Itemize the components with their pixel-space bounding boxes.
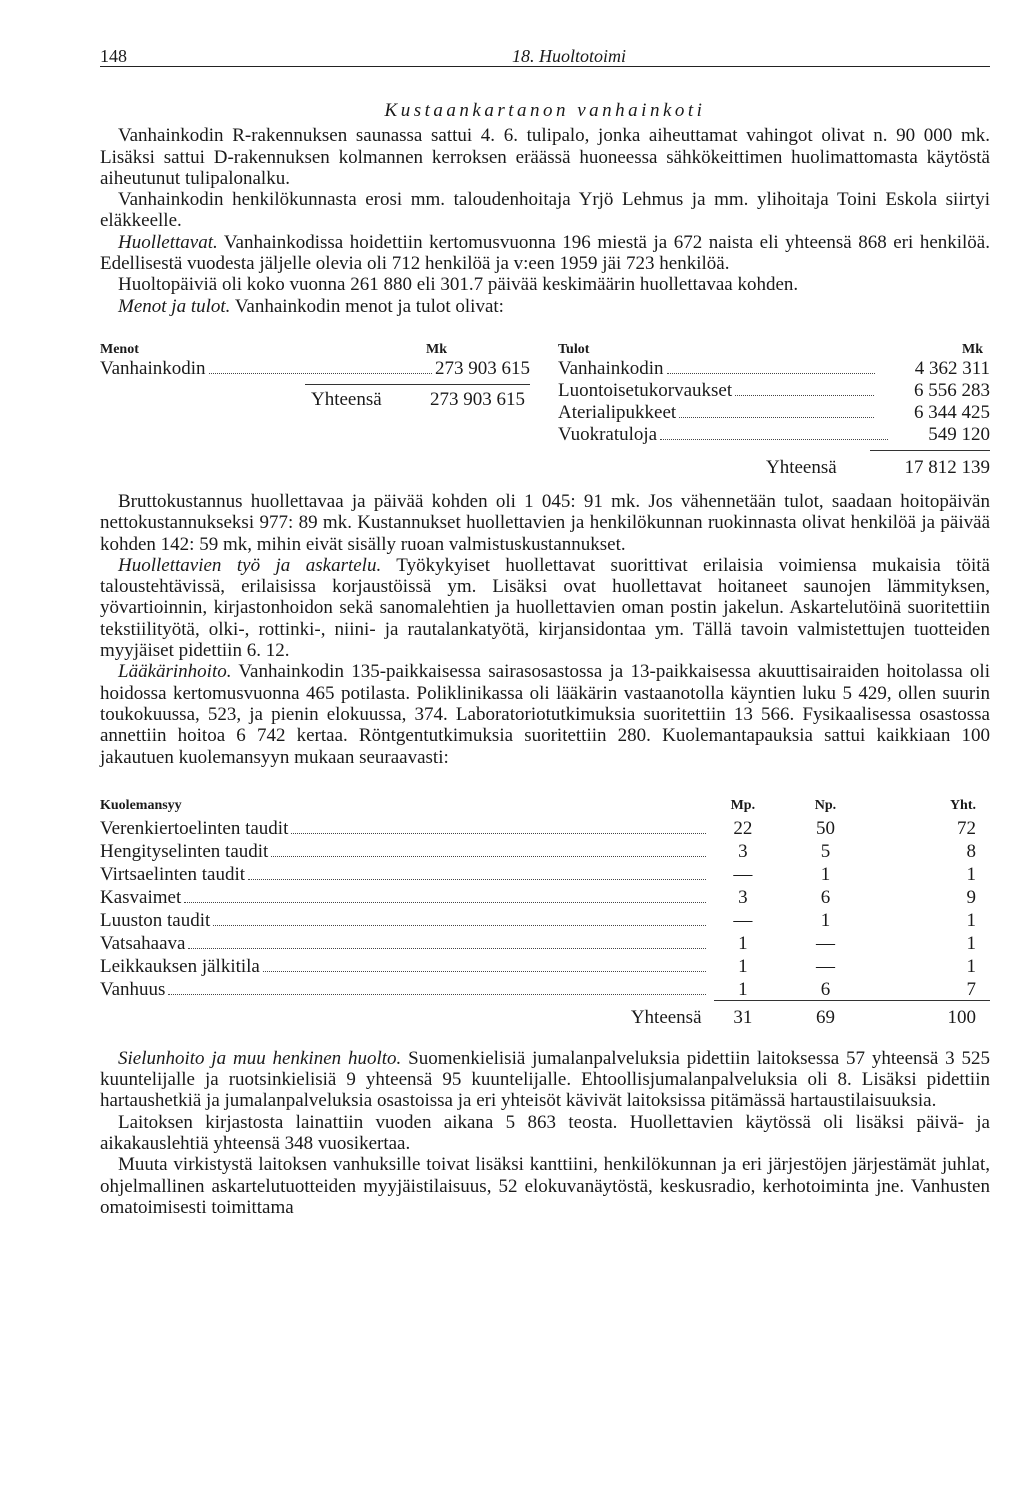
cell-yht: 1: [966, 955, 976, 977]
paragraph-residents-text: Vanhainkodissa hoidettiin kertomusvuonna 196 miestä ja 672 naista eli yhteensä 868 eri henkilöä. Edellisestä vuodesta jäljelle olevia oli 712 henkilöä ja v:een 1959 jäi 723 henkilöä.: [100, 231, 990, 275]
cause-label: Vatsahaava: [100, 932, 186, 954]
paragraph-work: [100, 555, 990, 661]
paragraph-expenses-text: Vanhainkodin menot ja tulot olivat:: [230, 295, 504, 317]
tulot-value: 6 556 283: [914, 379, 990, 401]
total-yht: 100: [879, 1000, 990, 1028]
dot-leader: [263, 971, 706, 972]
chapter-title: 18. Huoltotoimi: [512, 46, 627, 66]
section-title: Kustaankartanon vanhainkoti: [384, 100, 706, 121]
paragraph-medical-text: Vanhainkodin 135-paikkaisessa sairasosastossa ja 13-paikkaisessa akuuttisairaiden hoitolassa oli hoidossa kertomusvuonna 465 potilasta. Poliklinikassa oli lääkärin vastaanotolla käyntien luku 5 429, ollen suurin toukokuussa, 523, ja pienin elokuussa, 374. Laboratoriotutkimuksia suoritettiin 13 566. Fysikaalisessa osastossa annettiin hoitoa 6 742 kertaa. Röntgentutkimuksia suoritettiin 280. Kuolemantapauksia sattui kaikkiaan 100 jakautuen kuolemansyyn mukaan seuraavasti:: [100, 661, 990, 768]
document-page: [100, 40, 990, 1218]
dot-leader: [271, 856, 705, 857]
paragraph-expenses-intro: [100, 296, 990, 317]
tulot-value: 549 120: [928, 423, 990, 445]
dot-leader: [209, 373, 432, 374]
cell-np: 6: [820, 886, 831, 908]
total-label: Yhteensä: [630, 1006, 702, 1028]
menot-total-rule: [305, 384, 530, 385]
menot-total-label: Yhteensä: [311, 388, 382, 410]
paragraph-spiritual-text: Suomenkielisiä jumalanpalveluksia pidettiin laitoksessa 57 yhteensä 3 525 kuuntelijalle ja ruotsinkielisiä 9 yhteensä 95 kuuntelijalle. Ehtoollisjumalanpalveluksia oli 8. Lisäksi pidettiin hartaushetkiä ja jumalanpalveluksia osastoissa ja eri yhteisöt kävivät laitoksissa pitämässä hartaustilaisuuksia.: [100, 1047, 990, 1112]
cell-yht: 7: [966, 978, 976, 1000]
cell-np: 1: [820, 909, 831, 931]
cause-label: Hengityselinten taudit: [100, 840, 269, 862]
tulot-total-rule: [870, 450, 990, 451]
table-row: [100, 931, 990, 954]
cell-np: —: [815, 932, 835, 954]
cause-label: Kasvaimet: [100, 886, 182, 908]
cell-np: 6: [820, 978, 831, 1000]
paragraph-staff: Vanhainkodin henkilökunnasta erosi mm. taloudenhoitaja Yrjö Lehmus ja mm. ylihoitaja Toini Eskola siirtyi eläkkeelle.: [100, 189, 990, 232]
cell-np: 50: [815, 817, 835, 839]
header-mp: Mp.: [730, 797, 756, 813]
deaths-header-row: [100, 792, 990, 816]
paragraph-library: Laitoksen kirjastosta lainattiin vuoden aikana 5 863 teosta. Huollettavien käytössä oli lisäksi päivä- ja aikakauslehtiä yhteensä 348 vuosikertaa.: [100, 1111, 990, 1155]
page-header: [100, 40, 990, 67]
table-row: [100, 954, 990, 977]
deaths-table: [100, 792, 990, 1028]
dot-leader: [248, 879, 706, 880]
header-cause: Kuolemansyy: [100, 797, 182, 813]
dot-leader: [184, 902, 705, 903]
menot-item-label: Vanhainkodin: [100, 357, 206, 379]
dot-leader: [213, 925, 705, 926]
paragraph-care-days: Huoltopäiviä oli koko vuonna 261 880 eli 301.7 päivää keskimäärin huollettavaa kohden.: [118, 274, 799, 296]
menot-header: Menot: [100, 341, 139, 357]
subheading-expenses: Menot ja tulot.: [118, 295, 231, 317]
cell-yht: 9: [966, 886, 976, 908]
deaths-total-row: [100, 1000, 990, 1028]
cell-yht: 1: [966, 909, 976, 931]
dot-leader: [168, 994, 705, 995]
table-row: [100, 816, 990, 839]
tulot-total-label: Yhteensä: [766, 456, 837, 478]
dot-leader: [660, 439, 888, 440]
subheading-work: Huollettavien työ ja askartelu.: [118, 554, 382, 576]
subheading-spiritual: Sielunhoito ja muu henkinen huolto.: [118, 1047, 402, 1069]
tulot-row: [558, 380, 990, 401]
tulot-total-value: 17 812 139: [904, 456, 990, 478]
table-row: [100, 908, 990, 931]
total-np: 69: [772, 1000, 879, 1028]
cell-mp: 1: [738, 978, 748, 1000]
cell-yht: 1: [966, 863, 976, 885]
cell-mp: —: [733, 863, 753, 885]
menot-row: [100, 358, 530, 379]
cell-yht: 72: [957, 817, 976, 839]
cell-mp: 3: [738, 886, 748, 908]
tulot-row: [558, 358, 990, 379]
dot-leader: [667, 373, 875, 374]
table-row: [100, 862, 990, 885]
paragraph-work-text: Työkykyiset huollettavat suorittivat erilaisia voimiensa mukaisia töitä taloustehtävissä, erilaisissa korjaustöissä ym. Lisäksi ovat huollettavat hoitaneet saunojen lämmityksen, yövartioinnin, kirjastonhoidon sekä sanomalehtien ja huollettavien oman postin jakelun. Askartelutöinä suoritettiin tekstiilityötä, olki-, rottinki-, niini- ja rautalankatyötä, kirjansidontaa ym. Tällä tavoin valmistettujen tuotteiden myyjäiset pidettiin 6. 12.: [100, 554, 990, 662]
tulot-value: 4 362 311: [914, 357, 990, 379]
table-row: [100, 839, 990, 862]
tulot-header: Tulot: [558, 341, 590, 357]
tulot-label: Aterialipukkeet: [558, 401, 677, 423]
cause-label: Virtsaelinten taudit: [100, 863, 246, 885]
cell-mp: 3: [738, 840, 748, 862]
dot-leader: [679, 417, 874, 418]
tulot-value: 6 344 425: [914, 401, 990, 423]
menot-total-value: 273 903 615: [430, 388, 525, 410]
total-mp: 31: [714, 1000, 773, 1028]
dot-leader: [188, 948, 705, 949]
paragraph-recreation: Muuta virkistystä laitoksen vanhuksille toivat lisäksi kanttiini, henkilökunnan ja eri järjestöjen järjestämät juhlat, ohjelmallinen askartelutuotteiden myyjäistilaisuus, 52 elokuvanäytöstä, keskusradio, kerhotoiminta jne. Vanhusten omatoimisesti toimittama: [100, 1154, 990, 1218]
tulot-row: [558, 424, 990, 445]
dot-leader: [735, 395, 874, 396]
table-row: [100, 885, 990, 908]
subheading-medical: Lääkärinhoito.: [118, 661, 232, 683]
page-number: 148: [100, 46, 127, 66]
paragraph-spiritual: [100, 1048, 990, 1112]
subheading-residents: Huollettavat.: [118, 231, 218, 253]
cell-np: 5: [820, 840, 831, 862]
dot-leader: [291, 833, 705, 834]
cell-mp: 1: [738, 955, 748, 977]
cell-mp: 1: [738, 932, 748, 954]
cell-mp: —: [733, 909, 753, 931]
paragraph-residents: [100, 232, 990, 275]
cause-label: Vanhuus: [100, 979, 166, 1001]
cell-yht: 8: [966, 840, 976, 862]
paragraph-medical: [100, 661, 990, 767]
cause-label: Leikkauksen jälkitila: [100, 955, 260, 977]
cell-yht: 1: [966, 932, 976, 954]
tulot-label: Luontoisetukorvaukset: [558, 379, 733, 401]
paragraph-costs: Bruttokustannus huollettavaa ja päivää kohden oli 1 045: 91 mk. Jos vähennetään tulot, saadaan hoitopäivän nettokustannukseksi 977: 89 mk. Kustannukset huollettavien ja henkilökunnan ruokinnasta olivat henkilöä ja päivää kohden 142: 59 mk, mihin eivät sisälly ruoan valmistuskustannukset.: [100, 490, 990, 555]
paragraph-fire: Vanhainkodin R-rakennuksen saunassa sattui 4. 6. tulipalo, jonka aiheuttamat vahingot olivat n. 90 000 mk. Lisäksi sattui D-rakennuksen kolmannen kerroksen eräässä huoneessa sähkökeittimen huolimattomasta käytöstä aiheutunut tulipalonalku.: [100, 125, 990, 189]
header-np: Np.: [814, 797, 837, 813]
tulot-mk-header: Mk: [962, 341, 983, 357]
finance-table: [100, 339, 990, 491]
tulot-label: Vuokratuloja: [558, 423, 658, 445]
menot-mk-header: Mk: [426, 341, 447, 357]
cause-label: Verenkiertoelinten taudit: [100, 817, 289, 839]
cause-label: Luuston taudit: [100, 909, 211, 931]
tulot-row: [558, 402, 990, 423]
cell-mp: 22: [733, 817, 753, 839]
cell-np: 1: [820, 863, 831, 885]
header-yht: Yht.: [949, 797, 976, 813]
table-row: [100, 977, 990, 1001]
menot-item-value: 273 903 615: [435, 357, 530, 379]
tulot-label: Vanhainkodin: [558, 357, 664, 379]
cell-np: —: [815, 955, 835, 977]
